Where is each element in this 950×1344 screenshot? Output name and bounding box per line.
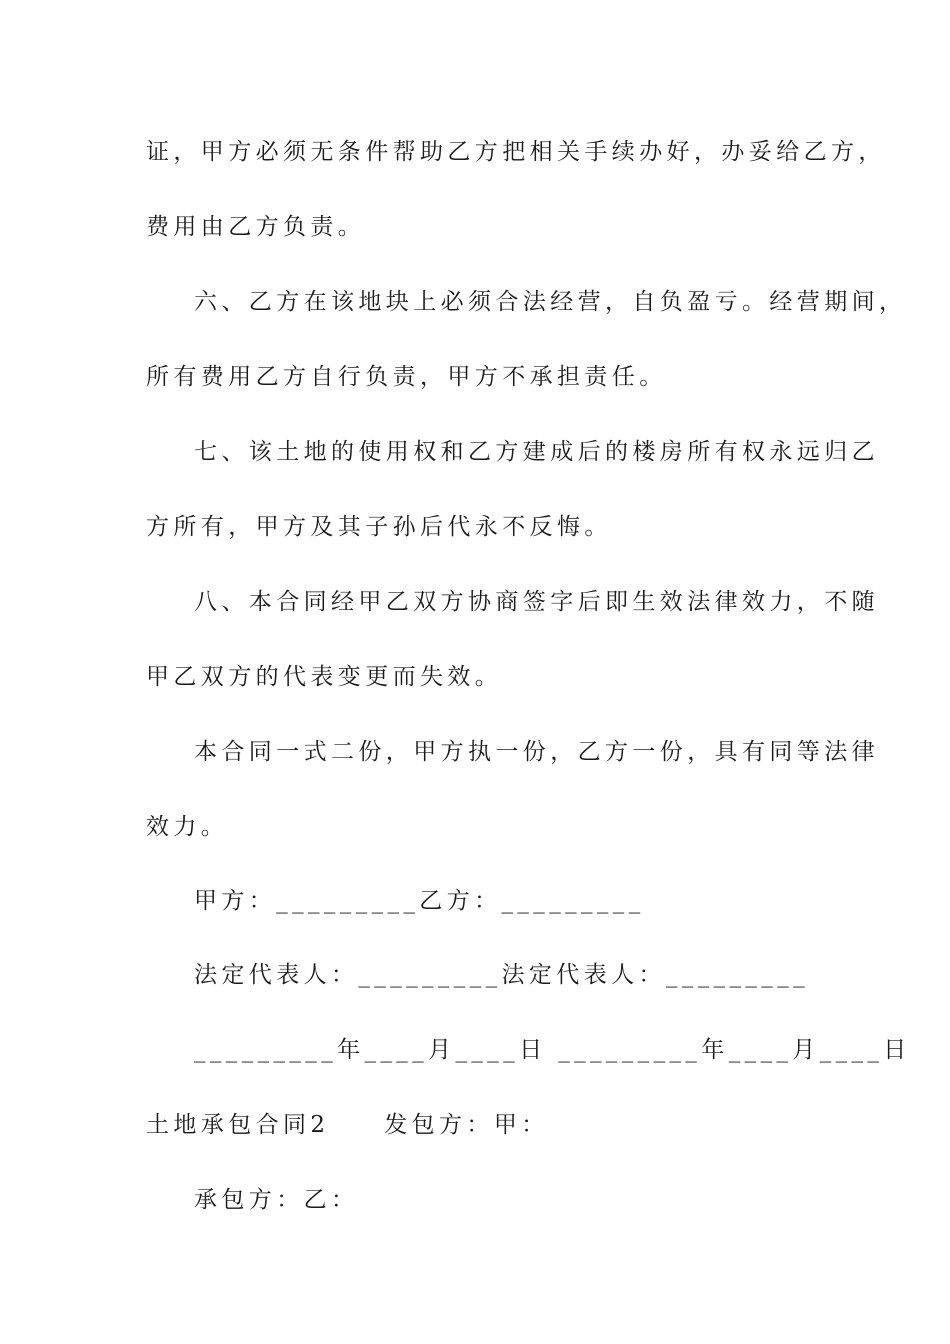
party-signature-line: 甲方：_________乙方：_________	[194, 888, 645, 914]
date-line: _________年____月____日 _________年____月____日	[194, 1037, 911, 1063]
clause-eight: 八、本合同经甲乙双方协商签字后即生效法律效力，不随	[194, 589, 879, 615]
clause-six: 六、乙方在该地块上必须合法经营，自负盈亏。经营期间，	[194, 289, 907, 315]
contractor-line: 承包方：乙：	[194, 1187, 359, 1213]
copies-clause: 本合同一式二份，甲方执一份，乙方一份，具有同等法律	[194, 739, 879, 765]
contract-2-heading: 土地承包合同2 发包方：甲：	[146, 1112, 549, 1138]
paragraph-line: 效力。	[146, 814, 229, 840]
paragraph-line: 所有费用乙方自行负责，甲方不承担责任。	[146, 364, 667, 390]
paragraph-line: 证，甲方必须无条件帮助乙方把相关手续办好，办妥给乙方，	[146, 139, 886, 165]
legal-representative-line: 法定代表人：_________法定代表人：_________	[194, 962, 809, 988]
paragraph-line: 甲乙双方的代表变更而失效。	[146, 664, 503, 690]
paragraph-line: 方所有，甲方及其子孙后代永不反悔。	[146, 514, 612, 540]
clause-seven: 七、该土地的使用权和乙方建成后的楼房所有权永远归乙	[194, 439, 879, 465]
paragraph-line: 费用由乙方负责。	[146, 214, 366, 240]
